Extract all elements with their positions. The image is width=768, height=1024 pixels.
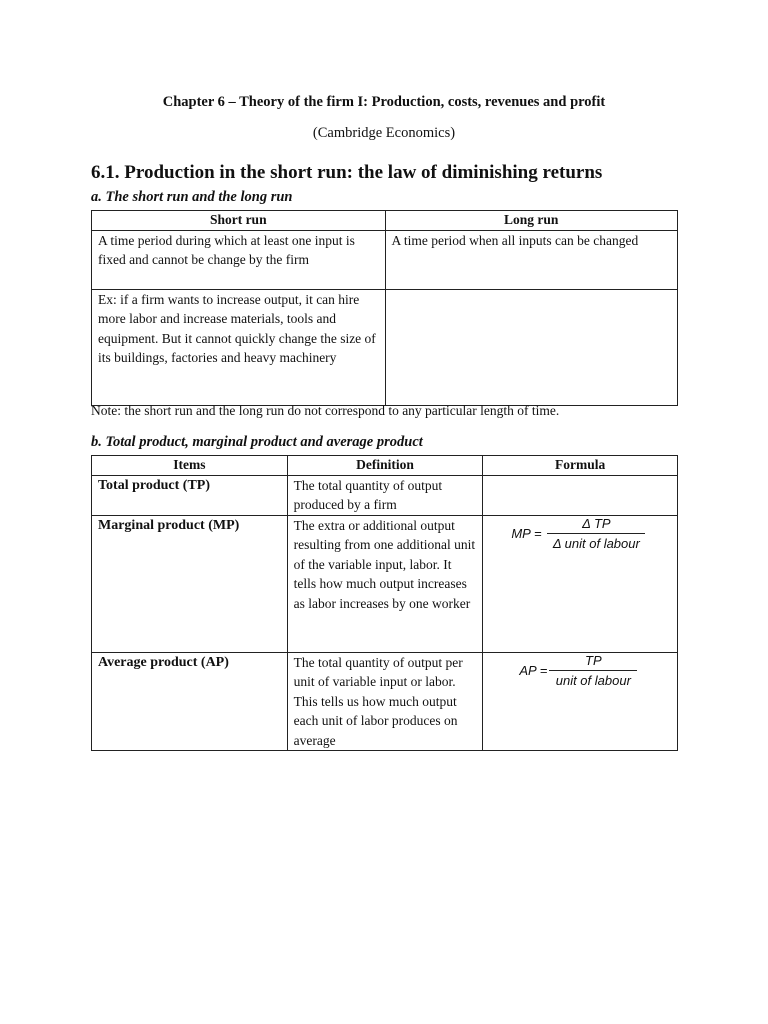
definition-average-product: The total quantity of output per unit of variable input or labor. This tells us how much output each unit of labor produces on average (287, 653, 483, 751)
formula-total-product (483, 476, 678, 516)
product-measures-table (91, 455, 678, 751)
mp-formula-lhs: MP = (511, 526, 542, 541)
header-definition: Definition (287, 456, 483, 476)
item-average-product: Average product (AP) (92, 653, 288, 751)
subtitle: (Cambridge Economics) (312, 125, 456, 141)
short-run-example: Ex: if a firm wants to increase output, it can hire more labor and increase materials, tools and equipment. But it cannot quickly change the size of its buildings, factories and heavy machinery (92, 290, 386, 406)
header-formula: Formula (483, 456, 678, 476)
short-long-run-table (91, 210, 678, 406)
header-short-run: Short run (92, 211, 386, 231)
fraction-bar (549, 670, 637, 671)
table-row (92, 476, 678, 516)
note-text: Note: the short run and the long run do not correspond to any particular length of time. (91, 403, 560, 418)
subsection-a-heading: a. The short run and the long run (91, 189, 293, 205)
ap-fraction (549, 653, 637, 688)
table-row (92, 290, 678, 406)
table-row (92, 516, 678, 653)
ap-formula (489, 653, 671, 713)
mp-fraction (547, 516, 645, 551)
chapter-title: Chapter 6 – Theory of the firm I: Production, costs, revenues and profit (162, 94, 606, 110)
mp-numerator: Δ TP (582, 516, 611, 531)
ap-formula-lhs: AP = (519, 663, 548, 678)
table-row (92, 653, 678, 751)
header-long-run: Long run (385, 211, 677, 231)
fraction-bar (547, 533, 645, 534)
table-row (92, 231, 678, 290)
ap-denominator: unit of labour (555, 673, 631, 688)
mp-formula (489, 516, 671, 576)
definition-marginal-product: The extra or additional output resulting from one additional unit of the variable input, labor. It tells how much output increases as labor increases by one worker (287, 516, 483, 653)
ap-numerator: TP (585, 653, 602, 668)
formula-average-product (483, 653, 678, 751)
long-run-definition: A time period when all inputs can be changed (385, 231, 677, 290)
item-total-product: Total product (TP) (92, 476, 288, 516)
header-items: Items (92, 456, 288, 476)
long-run-example (385, 290, 677, 406)
section-heading: 6.1. Production in the short run: the law of diminishing returns (91, 162, 603, 183)
mp-denominator: Δ unit of labour (552, 536, 640, 551)
definition-total-product: The total quantity of output produced by a firm (287, 476, 483, 516)
item-marginal-product: Marginal product (MP) (92, 516, 288, 653)
table-header-row (92, 456, 678, 476)
table-header-row (92, 211, 678, 231)
subsection-b-heading: b. Total product, marginal product and average product (91, 434, 423, 450)
formula-marginal-product (483, 516, 678, 653)
short-run-definition: A time period during which at least one input is fixed and cannot be change by the firm (92, 231, 386, 290)
